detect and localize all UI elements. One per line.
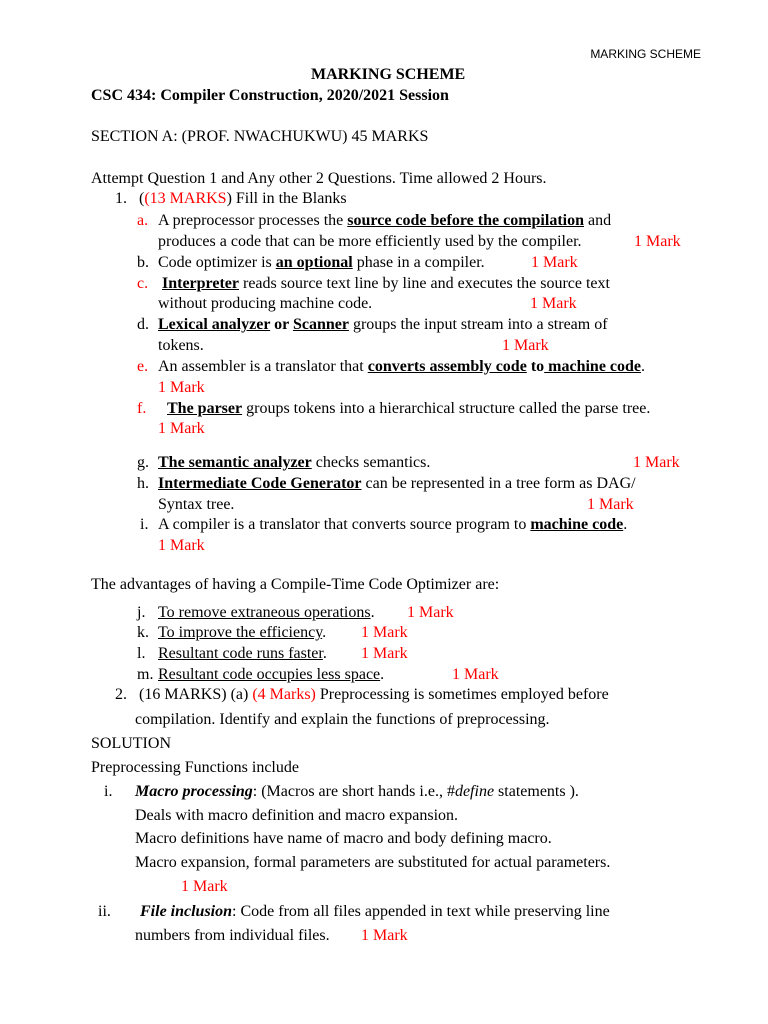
q1d-answer-1: Lexical analyzer — [158, 316, 271, 333]
adv-k-label: k. — [137, 624, 149, 641]
q1h-mark: 1 Mark — [587, 496, 634, 513]
q1h-answer: Intermediate Code Generator — [158, 475, 362, 492]
q2-marks: (4 Marks) — [252, 686, 316, 703]
sol-ii-label: ii. — [98, 903, 111, 920]
q1d-line2: tokens. — [158, 337, 204, 354]
q1e-label: e. — [137, 358, 149, 375]
sol-i-mark: 1 Mark — [181, 878, 228, 895]
adv-j-label: j. — [137, 604, 146, 621]
adv-l-mark: 1 Mark — [361, 645, 408, 662]
adv-j-mark: 1 Mark — [407, 604, 454, 621]
adv-l: Resultant code runs faster. — [158, 645, 327, 662]
document-title: MARKING SCHEME — [311, 66, 466, 83]
q1f-mark: 1 Mark — [158, 420, 205, 437]
sol-ii-term: File inclusion — [140, 903, 233, 920]
q1h-line2: Syntax tree. — [158, 496, 235, 513]
q1h-line1: Intermediate Code Generator can be represented in a tree form as DAG/ — [158, 475, 636, 492]
q1g-answer: The semantic analyzer — [158, 454, 312, 471]
q1i-line1: A compiler is a translator that converts source program to machine code. — [158, 516, 628, 533]
q1-number: 1. — [115, 190, 127, 207]
q1-title: Fill in the Blanks — [231, 190, 347, 207]
q1a-line1: A preprocessor processes the source code before the compilation and — [158, 212, 612, 229]
q1d-mark: 1 Mark — [502, 337, 549, 354]
q1a-line2: produces a code that can be more efficiently used by the compiler. — [158, 233, 582, 250]
q1e-answer-1: converts assembly code — [367, 358, 527, 375]
q1a-answer: source code before the compilation — [347, 212, 584, 229]
q1h-label: h. — [137, 475, 149, 492]
q1-line: 1. ((13 MARKS) Fill in the Blanks — [115, 190, 347, 207]
q1b-line1: Code optimizer is an optional phase in a compiler. — [158, 254, 485, 271]
solution-intro: Preprocessing Functions include — [91, 759, 299, 776]
adv-k-mark: 1 Mark — [361, 624, 408, 641]
running-header: MARKING SCHEME — [590, 47, 701, 61]
adv-m-mark: 1 Mark — [452, 666, 499, 683]
q2-line1: 2. (16 MARKS) (a) (4 Marks) Preprocessing is sometimes employed before — [115, 686, 609, 703]
q1-marks: ((13 MARKS — [139, 190, 227, 207]
sol-i-line4: Macro expansion, formal parameters are substituted for actual parameters. — [135, 854, 611, 871]
q1c-line1: Interpreter reads source text line by line and executes the source text — [162, 275, 610, 292]
sol-i-term: Macro processing — [135, 783, 253, 800]
q1g-line1: The semantic analyzer checks semantics. — [158, 454, 431, 471]
sol-i-line2: Deals with macro definition and macro expansion. — [135, 807, 459, 824]
instructions: Attempt Question 1 and Any other 2 Questions. Time allowed 2 Hours. — [91, 170, 547, 187]
q1c-line2: without producing machine code. — [158, 295, 373, 312]
q1d-answer-2: Scanner — [292, 316, 349, 333]
sol-i-label: i. — [104, 783, 113, 800]
q1b-answer: an optional — [275, 254, 353, 271]
q1g-mark: 1 Mark — [633, 454, 680, 471]
q1f-line1: The parser groups tokens into a hierarchical structure called the parse tree. — [167, 400, 651, 417]
q2-number: 2. — [115, 686, 127, 703]
adv-m: Resultant code occupies less space. — [158, 666, 385, 683]
q1b-mark: 1 Mark — [531, 254, 578, 271]
q1f-label: f. — [137, 400, 147, 417]
sol-ii-line1: File inclusion: Code from all files appended in text while preserving line — [140, 903, 610, 920]
q1e-mark: 1 Mark — [158, 379, 205, 396]
q1e-line1: An assembler is a translator that converts assembly code to machine code. — [158, 358, 646, 375]
q1a-mark: 1 Mark — [634, 233, 681, 250]
q1g-label: g. — [137, 454, 149, 471]
sol-i-line3: Macro definitions have name of macro and body defining macro. — [135, 830, 552, 847]
q1b-label: b. — [137, 254, 149, 271]
advantages-intro: The advantages of having a Compile-Time Code Optimizer are: — [91, 576, 500, 593]
adv-l-label: l. — [137, 645, 146, 662]
solution-heading: SOLUTION — [91, 735, 171, 752]
q2-line2: compilation. Identify and explain the functions of preprocessing. — [135, 711, 550, 728]
sol-i-line1: Macro processing: (Macros are short hands i.e., #define statements ). — [135, 783, 579, 800]
adv-j: To remove extraneous operations. — [158, 604, 375, 621]
course-title: CSC 434: Compiler Construction, 2020/2021 Session — [91, 87, 449, 104]
q1i-label: i. — [140, 516, 149, 533]
q1c-label: c. — [137, 275, 149, 292]
q1a-label: a. — [137, 212, 149, 229]
q1d-line1: Lexical analyzer or Scanner groups the input stream into a stream of — [158, 316, 608, 333]
adv-m-label: m. — [137, 666, 154, 683]
q1d-label: d. — [137, 316, 149, 333]
q1i-mark: 1 Mark — [158, 537, 205, 554]
sol-ii-line2: numbers from individual files. — [135, 927, 330, 944]
adv-k: To improve the efficiency. — [158, 624, 327, 641]
q1c-answer: Interpreter — [162, 275, 239, 292]
section-heading: SECTION A: (PROF. NWACHUKWU) 45 MARKS — [91, 128, 429, 145]
q1c-mark: 1 Mark — [530, 295, 577, 312]
sol-ii-mark: 1 Mark — [361, 927, 408, 944]
q1i-answer: machine code — [530, 516, 624, 533]
q1f-answer: The parser — [167, 400, 243, 417]
q1e-answer-2: machine code — [544, 358, 642, 375]
